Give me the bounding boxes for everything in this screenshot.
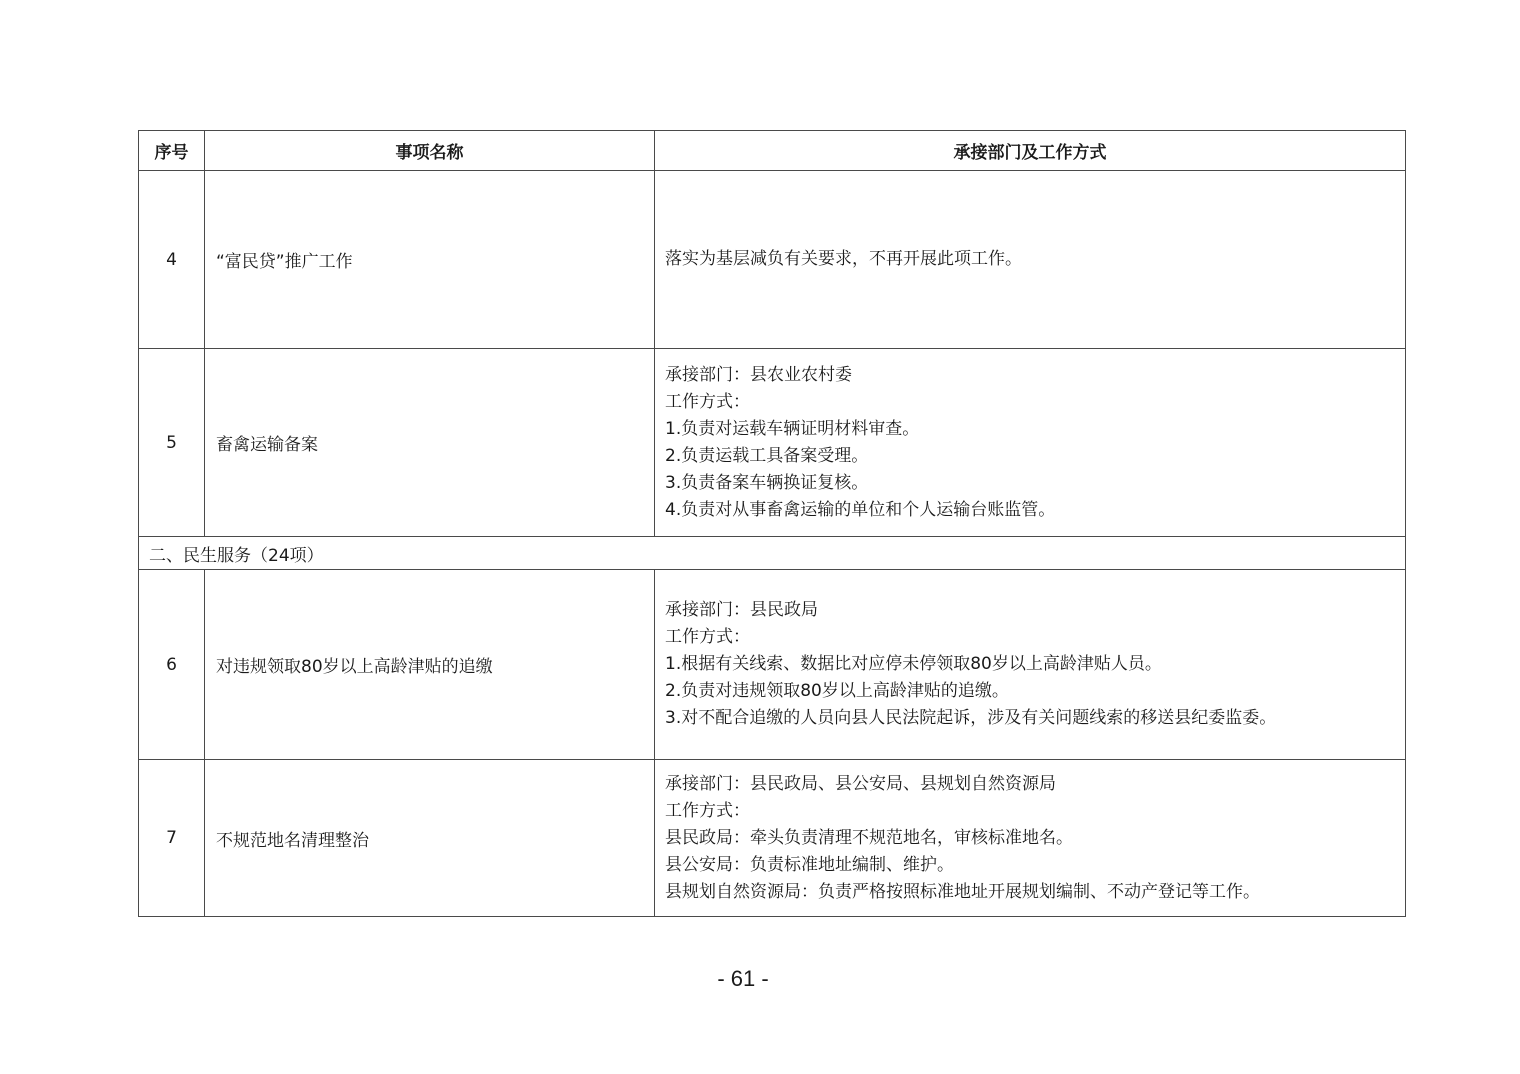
table-row xyxy=(139,570,1406,760)
method-line: 1.根据有关线索、数据比对应停未停领取80岁以上高龄津贴人员。 xyxy=(665,654,1162,674)
method-line: 承接部门：县民政局 xyxy=(665,600,818,620)
row-no: 5 xyxy=(139,349,205,537)
method-line: 工作方式： xyxy=(665,627,750,647)
row-method xyxy=(655,349,1406,537)
header-no: 序号 xyxy=(139,131,205,171)
method-line: 3.负责备案车辆换证复核。 xyxy=(665,472,869,493)
row-no: 6 xyxy=(139,570,205,760)
table-row xyxy=(139,349,1406,537)
method-line: 承接部门：县民政局、县公安局、县规划自然资源局 xyxy=(665,773,1056,794)
table-row xyxy=(139,171,1406,349)
row-no: 4 xyxy=(139,171,205,349)
method-line: 承接部门：县农业农村委 xyxy=(665,364,852,385)
method-line: 落实为基层减负有关要求，不再开展此项工作。 xyxy=(665,249,1022,269)
table-row xyxy=(139,760,1406,917)
method-line: 县规划自然资源局：负责严格按照标准地址开展规划编制、不动产登记等工作。 xyxy=(665,881,1260,902)
method-line: 1.负责对运载车辆证明材料审查。 xyxy=(665,418,920,439)
row-method xyxy=(655,760,1406,917)
method-line: 县公安局：负责标准地址编制、维护。 xyxy=(665,854,954,875)
page-number: - 61 - xyxy=(717,966,769,991)
method-line: 工作方式： xyxy=(665,391,750,412)
method-line: 3.对不配合追缴的人员向县人民法院起诉，涉及有关问题线索的移送县纪委监委。 xyxy=(665,708,1277,728)
method-line: 2.负责运载工具备案受理。 xyxy=(665,445,869,466)
row-name: 对违规领取80岁以上高龄津贴的追缴 xyxy=(205,570,655,760)
row-name: 畜禽运输备案 xyxy=(205,349,655,537)
header-name: 事项名称 xyxy=(205,131,655,171)
method-line: 4.负责对从事畜禽运输的单位和个人运输台账监管。 xyxy=(665,499,1056,520)
row-name: 不规范地名清理整治 xyxy=(205,760,655,917)
method-line: 工作方式： xyxy=(665,800,750,821)
row-method xyxy=(655,570,1406,760)
row-no: 7 xyxy=(139,760,205,917)
row-method xyxy=(655,171,1406,349)
table-header-row xyxy=(139,131,1406,171)
section-row xyxy=(139,537,1406,570)
method-line: 县民政局：牵头负责清理不规范地名，审核标准地名。 xyxy=(665,827,1073,848)
row-name: “富民贷”推广工作 xyxy=(205,171,655,349)
items-table xyxy=(138,130,1406,917)
section-title: 二、民生服务（24项） xyxy=(139,537,1406,570)
header-method: 承接部门及工作方式 xyxy=(655,131,1406,171)
method-line: 2.负责对违规领取80岁以上高龄津贴的追缴。 xyxy=(665,681,1009,701)
